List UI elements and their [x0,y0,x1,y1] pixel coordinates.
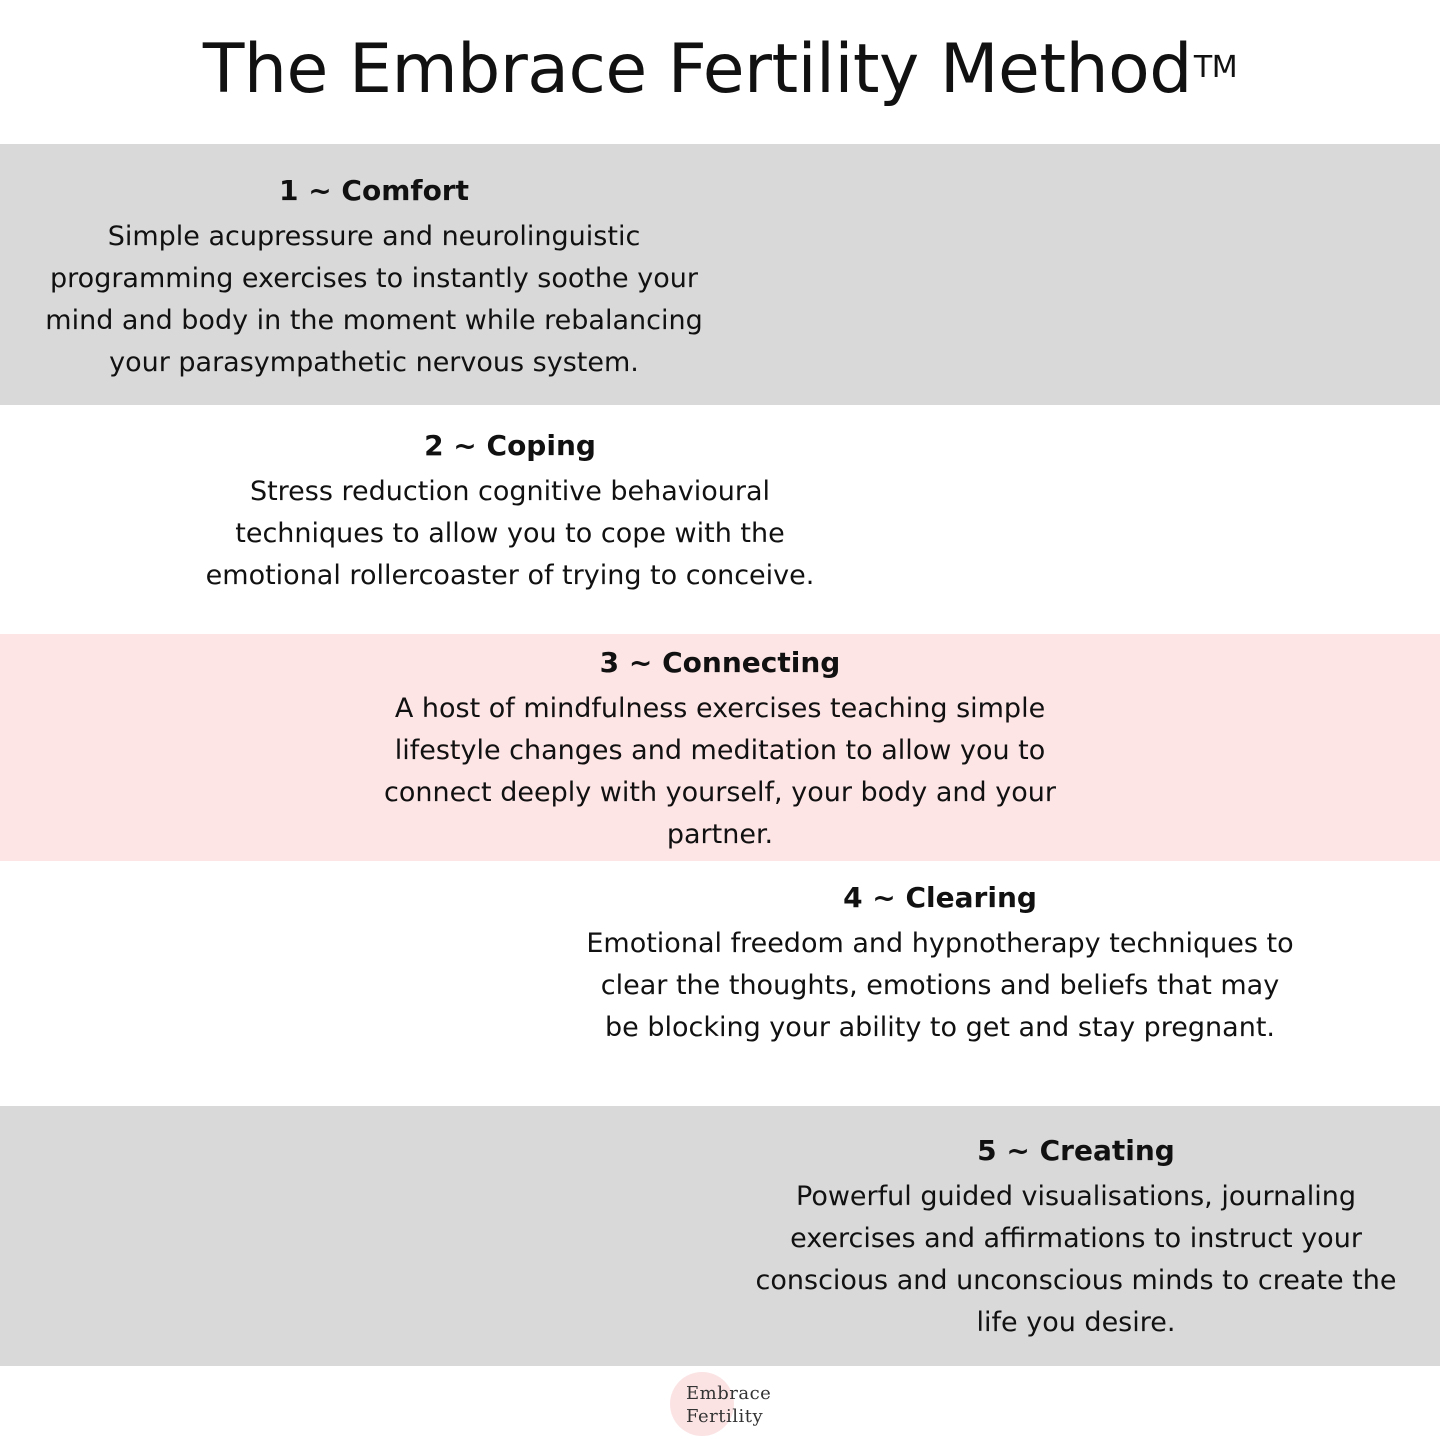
step-coping [180,429,840,597]
step-band-comfort [0,144,1440,405]
step-heading: 2 ~ Coping [424,429,596,462]
logo-text [686,1382,771,1428]
step-clearing [580,881,1300,1049]
step-band-connecting [0,634,1440,861]
step-description: Stress reduction cognitive behavioural techniques to allow you to cope with the emotional rollercoaster of trying to conceive. [205,476,815,591]
step-description: A host of mindfulness exercises teaching simple lifestyle changes and meditation to allow you to connect deeply with yourself, your body and your partner. [384,693,1056,850]
step-comfort [24,174,724,384]
step-heading: 3 ~ Connecting [599,646,841,679]
step-description: Emotional freedom and hypnotherapy techniques to clear the thoughts, emotions and beliefs that may be blocking your ability to get and stay pregnant. [586,928,1294,1043]
step-creating [736,1134,1416,1344]
step-heading: 1 ~ Comfort [278,174,469,207]
logo-line-1: Embrace [686,1383,772,1404]
step-connecting [360,646,1080,856]
trademark-mark: TM [1193,50,1238,85]
page-title-text: The Embrace Fertility Method [202,30,1192,109]
embrace-fertility-logo [668,1372,788,1438]
step-heading: 4 ~ Clearing [843,881,1037,914]
logo-line-2: Fertility [686,1406,764,1427]
step-band-clearing [0,861,1440,1106]
step-description: Powerful guided visualisations, journaling exercises and affirmations to instruct your conscious and unconscious minds to create the life you desire. [755,1181,1397,1338]
page-title [0,28,1440,112]
step-band-creating [0,1106,1440,1366]
step-band-coping [0,405,1440,634]
step-heading: 5 ~ Creating [977,1134,1175,1167]
step-description: Simple acupressure and neurolinguistic programming exercises to instantly soothe your mind and body in the moment while rebalancing your parasympathetic nervous system. [45,221,703,378]
